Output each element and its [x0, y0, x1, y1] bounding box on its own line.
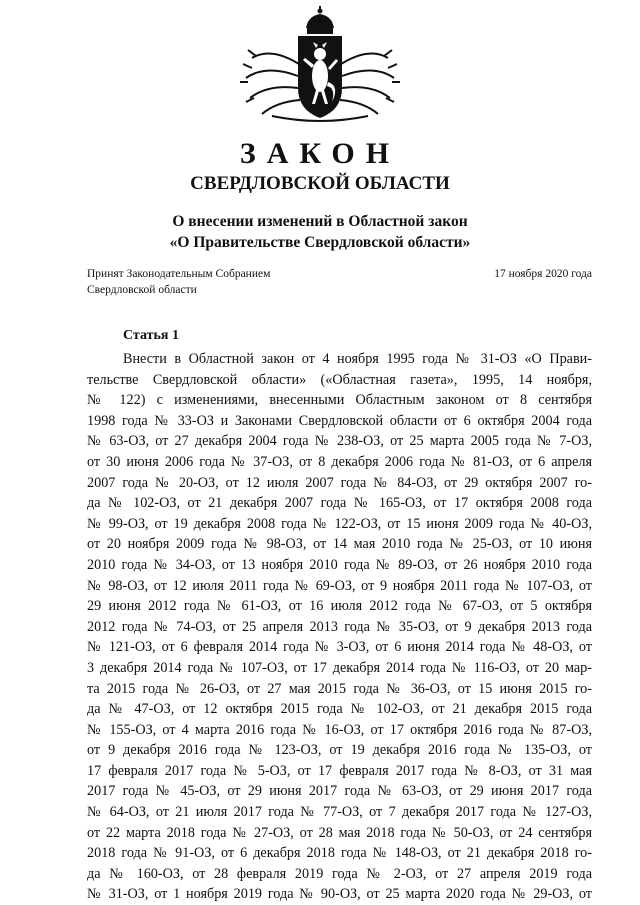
article-text-line: 1998 года № 33-ОЗ и Законами Свердловской области от 6 октября 2004 года — [87, 412, 592, 429]
article-text-line: да № 47-ОЗ, от 12 октября 2015 года № 102-ОЗ, от 21 декабря 2015 года — [87, 701, 592, 718]
article-text-line: 29 июня 2012 года № 61-ОЗ, от 16 июля 2012 года № 67-ОЗ, от 5 октября — [87, 598, 592, 615]
adoption-authority-line: Свердловской области — [87, 284, 197, 296]
article-text-line: 2012 года № 74-ОЗ, от 25 апреля 2013 года № 35-ОЗ, от 9 декабря 2013 года — [87, 618, 592, 635]
article-text-line: Внести в Областной закон от 4 ноября 1995 года № 31-ОЗ «О Прави- — [123, 351, 592, 367]
article-text-line: № 63-ОЗ, от 27 декабря 2004 года № 238-ОЗ, от 25 марта 2005 года № 7-ОЗ, — [87, 433, 592, 450]
article-text-line: от 30 июня 2006 года № 37-ОЗ, от 8 декабря 2006 года № 81-ОЗ, от 6 апреля — [87, 453, 592, 470]
law-subject-line: «О Правительстве Свердловской области» — [169, 234, 471, 251]
law-subject — [0, 211, 640, 253]
article-text-line: тельстве Свердловской области» («Областная газета», 1995, 14 ноября, — [87, 371, 592, 388]
article-body — [87, 349, 592, 905]
article-text-line: да № 160-ОЗ, от 28 февраля 2019 года № 2-ОЗ, от 27 апреля 2019 года — [87, 865, 592, 882]
article-text-line: от 9 декабря 2016 года № 123-ОЗ, от 19 декабря 2016 года № 135-ОЗ, от — [87, 742, 592, 759]
article-text-line: № 98-ОЗ, от 12 июля 2011 года № 69-ОЗ, от 9 ноября 2011 года № 107-ОЗ, от — [87, 577, 592, 594]
coat-of-arms-emblem — [232, 6, 408, 124]
document-region: СВЕРДЛОВСКОЙ ОБЛАСТИ — [190, 173, 450, 194]
article-text-line: № 121-ОЗ, от 6 февраля 2014 года № 3-ОЗ, от 6 июня 2014 года № 48-ОЗ, от — [87, 639, 592, 656]
article-text-line: № 122) с изменениями, внесенными Областным законом от 8 сентября — [87, 392, 592, 409]
article-text-line: 3 декабря 2014 года № 107-ОЗ, от 17 декабря 2014 года № 116-ОЗ, от 20 мар- — [87, 659, 592, 676]
article-text-line: 17 февраля 2017 года № 5-ОЗ, от 17 февраля 2017 года № 8-ОЗ, от 31 мая — [87, 762, 592, 779]
article-text-line: та 2015 года № 26-ОЗ, от 27 мая 2015 года № 36-ОЗ, от 15 июня 2015 го- — [87, 680, 592, 697]
document-title: ЗАКОН — [239, 137, 401, 170]
article-text-line: от 22 марта 2018 года № 27-ОЗ, от 28 мая 2018 года № 50-ОЗ, от 24 сентября — [87, 824, 592, 841]
article-text-line: 2018 года № 91-ОЗ, от 6 декабря 2018 года № 148-ОЗ, от 21 декабря 2018 го- — [87, 845, 592, 862]
adoption-date: 17 ноября 2020 года — [494, 268, 592, 280]
article-heading: Статья 1 — [123, 328, 179, 343]
article-text-line: 2010 года № 34-ОЗ, от 13 ноября 2010 года № 89-ОЗ, от 26 ноября 2010 года — [87, 556, 592, 573]
article-text-line: № 64-ОЗ, от 21 июля 2017 года № 77-ОЗ, от 7 декабря 2017 года № 127-ОЗ, — [87, 804, 592, 821]
adoption-authority-line: Принят Законодательным Собранием — [87, 268, 271, 280]
law-subject-line: О внесении изменений в Областной закон — [172, 213, 468, 230]
article-text-line: 2007 года № 20-ОЗ, от 12 июля 2007 года № 84-ОЗ, от 29 октября 2007 го- — [87, 474, 592, 491]
adoption-authority — [87, 266, 347, 298]
article-text-line: № 99-ОЗ, от 19 декабря 2008 года № 122-ОЗ, от 15 июня 2009 года № 40-ОЗ, — [87, 515, 592, 532]
article-text-line: да № 102-ОЗ, от 21 декабря 2007 года № 165-ОЗ, от 17 октября 2008 года — [87, 495, 592, 512]
article-text-line: 2017 года № 45-ОЗ, от 29 июня 2017 года № 63-ОЗ, от 29 июня 2017 года — [87, 783, 592, 800]
article-text-line: № 31-ОЗ, от 1 ноября 2019 года № 90-ОЗ, от 25 марта 2020 года № 29-ОЗ, от — [87, 886, 592, 903]
article-text-line: от 20 ноября 2009 года № 98-ОЗ, от 14 мая 2010 года № 25-ОЗ, от 10 июня — [87, 536, 592, 553]
article-text-line: № 155-ОЗ, от 4 марта 2016 года № 16-ОЗ, от 17 октября 2016 года № 87-ОЗ, — [87, 721, 592, 738]
